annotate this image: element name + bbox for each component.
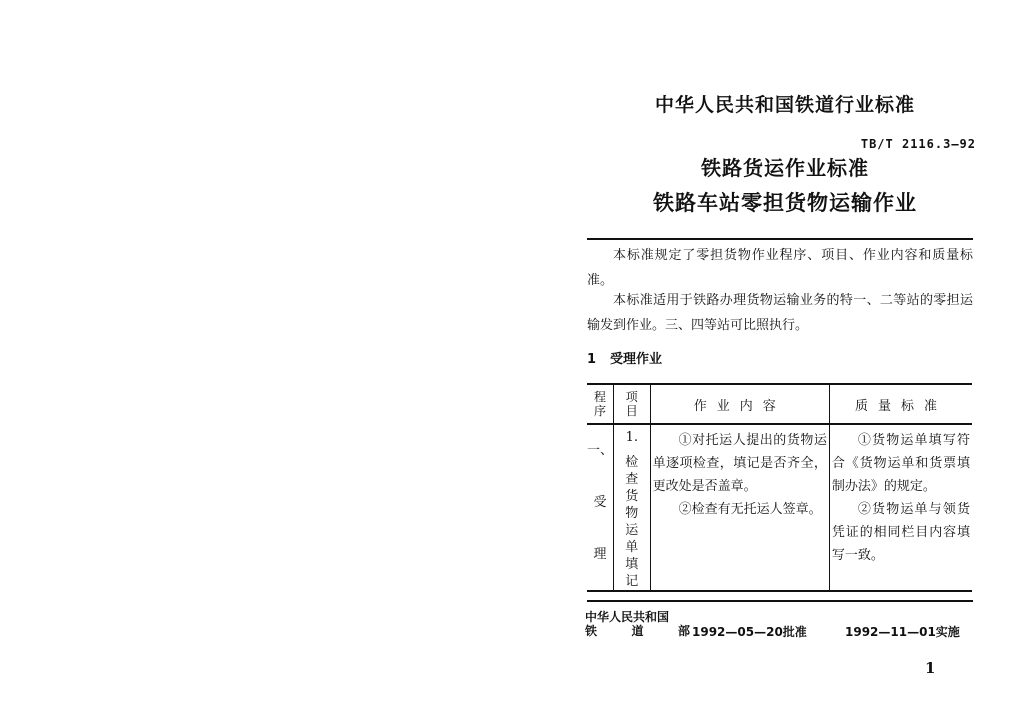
document-title-line2: 铁路车站零担货物运输作业	[653, 191, 917, 215]
effective-date: 1992—11—01实施	[845, 625, 960, 639]
header-procedure: 程 序	[594, 390, 607, 418]
section-title: 受理作业	[610, 352, 663, 367]
intro-paragraph-scope: 本标准规定了零担货物作业程序、项目、作业内容和质量标准。	[587, 248, 973, 288]
page-number: 1	[925, 659, 936, 677]
table-row	[587, 424, 972, 591]
cell-item: 1. 检 查 货 物 运 单 填 记	[614, 424, 651, 591]
cell-quality-standard: ①货物运单填写符合《货物运单和货票填制办法》的规定。 ②货物运单与领货凭证的相同栏目内容填写一致。	[829, 424, 972, 591]
publisher-title: 中华人民共和国铁道行业标准	[654, 94, 915, 116]
intro-paragraph-applicability: 本标准适用于铁路办理货物运输业务的特一、二等站的零担运输发到作业。三、四等站可比照执行。	[587, 293, 973, 333]
table-header-row	[587, 384, 972, 424]
cell-work-content: ①对托运人提出的货物运单逐项检查，填记是否齐全，更改处是否盖章。 ②检查有无托运人签章。	[650, 424, 829, 591]
standard-code: TB/T 2116.3—92	[860, 137, 976, 151]
cell-procedure: 一、 受 理	[587, 443, 614, 562]
approval-date: 1992—05—20批准	[692, 625, 807, 639]
document-title-line1: 铁路货运作业标准	[701, 156, 869, 180]
issuing-organization: 中华人民共和国 铁 道 部	[585, 610, 690, 638]
acceptance-work-table	[587, 383, 972, 592]
title-divider	[587, 238, 973, 240]
header-item: 项 目	[614, 384, 651, 424]
header-quality-standard: 质量标准	[829, 384, 972, 424]
footer-divider	[587, 600, 973, 602]
section-heading	[587, 348, 662, 367]
header-work-content: 作业内容	[650, 384, 829, 424]
section-number: 1	[587, 352, 597, 367]
